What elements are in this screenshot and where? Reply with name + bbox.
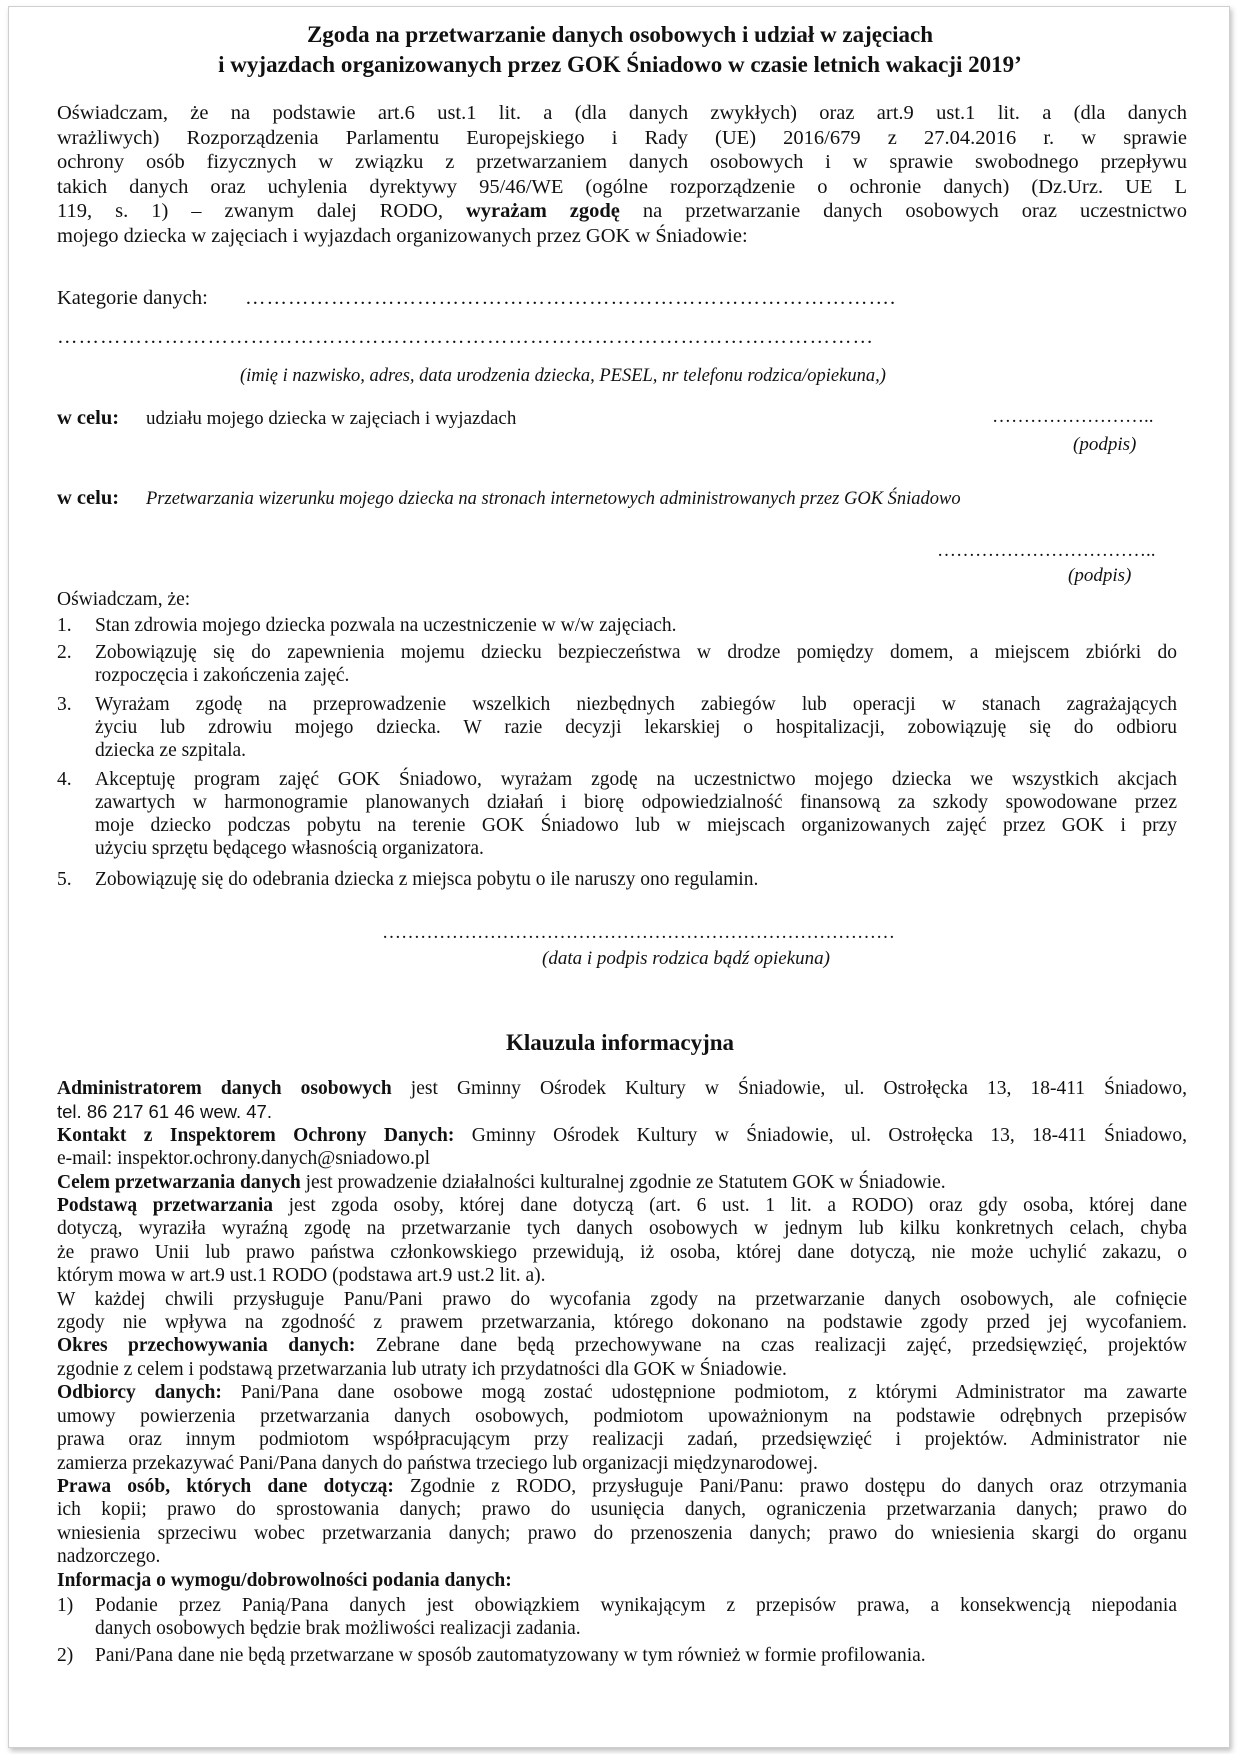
final-signature-line[interactable]: ………………………………………………………………………: [382, 922, 895, 943]
clause-line: prawa oraz innym podmiotom współpracującym przy realizacji zadań, przedsięwzięć i projektów. Administrator nie: [57, 1429, 1187, 1451]
clause-line: którym mowa w art.9 ust.1 RODO (podstawa art.9 ust.2 lit. a).: [57, 1265, 546, 1287]
intro-line: ochrony osób fizycznych w związku z przetwarzaniem danych osobowych i w sprawie swobodnego przepływu: [57, 151, 1187, 174]
clause-line: e-mail: inspektor.ochrony.danych@sniadowo.pl: [57, 1148, 431, 1170]
clause-line: Prawa osób, których dane dotyczą: Zgodnie z RODO, przysługuje Pani/Panu: prawo dostępu do danych oraz otrzymania: [57, 1475, 1187, 1497]
purpose1-text: udziału mojego dziecka w zajęciach i wyjazdach: [146, 408, 517, 429]
document-title-line1: Zgoda na przetwarzanie danych osobowych i udział w zajęciach: [306, 22, 934, 47]
list-item: 1. Stan zdrowia mojego dziecka pozwala na uczestniczenie w w/w zajęciach.: [57, 615, 677, 636]
clause-heading: Klauzula informacyjna: [505, 1030, 735, 1055]
consent-bold: wyrażam zgodę: [465, 200, 620, 223]
clause-line: zamierza przekazywać Pani/Pana danych do państwa trzeciego lub organizacji międzynarodowej.: [57, 1452, 818, 1474]
purpose1-label: w celu:: [57, 407, 120, 429]
list-item: 5. Zobowiązuję się do odebrania dziecka z miejsca pobytu o ile naruszy ono regulamin.: [57, 869, 759, 890]
clause-line: Informacja o wymogu/dobrowolności podania danych:: [57, 1569, 512, 1591]
document-title-line2: i wyjazdach organizowanych przez GOK Śniadowo w czasie letnich wakacji 2019’: [218, 52, 1022, 77]
purpose2-text: Przetwarzania wizerunku mojego dziecka na stronach internetowych administrowanych przez GOK Śniadowo: [146, 489, 961, 509]
clause-line: Administratorem danych osobowych jest Gminny Ośrodek Kultury w Śniadowie, ul. Ostrołęcka 13, 18-411 Śniadowo,: [57, 1078, 1187, 1099]
clause-line: nadzorczego.: [57, 1546, 161, 1568]
clause-line: ich kopii; prawo do sprostowania danych; prawo do usunięcia danych, ograniczenia przetwarzania danych; prawo do: [57, 1499, 1187, 1521]
categories-hint: (imię i nazwisko, adres, data urodzenia dziecka, PESEL, nr telefonu rodzica/opiekuna,): [240, 366, 886, 386]
clause-line: Odbiorcy danych: Pani/Pana dane osobowe mogą zostać udostępnione podmiotom, z którymi Administrator ma zawarte: [57, 1382, 1187, 1404]
clause-line: tel. 86 217 61 46 wew. 47.: [57, 1101, 272, 1123]
categories-label: Kategorie danych:: [57, 287, 208, 309]
clause-line: zgodnie z celem i podstawą przetwarzania lub utraty ich przydatności dla GOK w Śniadowie.: [57, 1358, 787, 1380]
clause-line: dotyczą, wyraziła wyraźną zgodę na przetwarzanie tych danych osobowych w jednym lub kilku konkretnych celach, chyba: [57, 1218, 1187, 1240]
clause-line: Kontakt z Inspektorem Ochrony Danych: Gminny Ośrodek Kultury w Śniadowie, ul. Ostrołęcka 13, 18-411 Śniadowo,: [57, 1124, 1187, 1146]
purpose2-signature-line[interactable]: ……………………………..: [937, 540, 1156, 561]
intro-line: mojego dziecka w zajęciach i wyjazdach organizowanych przez GOK w Śniadowie:: [57, 224, 748, 247]
list-item: 4. Akceptuję program zajęć GOK Śniadowo, wyrażam zgodę na uczestnictwo mojego dziecka we wszystkich akcjach zawartych w harmonogramie planowanych działań i biorę odpowiedzialność finansową za szkody spowodowane przez moje dziecko podczas pobytu na terenie GOK Śniadowo lub w miejscach organizowanych zajęć przez GOK i przy użyciu sprzętu będącego własnością organizatora.: [57, 769, 1177, 859]
list-item: 2. Zobowiązuję się do zapewnienia mojemu dziecku bezpieczeństwa w drodze pomiędzy domem, a miejscem zbiórki do rozpoczęcia i zakończenia zajęć.: [57, 642, 1177, 686]
purpose2-label: w celu:: [57, 487, 120, 509]
intro-line: Oświadczam, że na podstawie art.6 ust.1 lit. a (dla danych zwykłych) oraz art.9 ust.1 lit. a (dla danych: [57, 102, 1187, 124]
intro-paragraph: [57, 101, 1187, 249]
purpose1-signature-label: (podpis): [1073, 434, 1137, 455]
clause-line: W każdej chwili przysługuje Panu/Pani prawo do wycofania zgody na przetwarzanie danych osobowych, ale cofnięcie: [57, 1288, 1187, 1310]
clause-line: Celem przetwarzania danych jest prowadzenie działalności kulturalnej zgodnie ze Statutem GOK w Śniadowie.: [57, 1171, 946, 1193]
intro-line: wrażliwych) Rozporządzenia Parlamentu Europejskiego i Rady (UE) 2016/679 z 27.04.2016 r. w sprawie: [57, 126, 1187, 149]
clause-line: że prawo Unii lub prawo państwa członkowskiego przewidują, iż osoba, której dane dotyczą, nie może uchylić zakazu, o: [57, 1241, 1187, 1263]
clause-line: umowy powierzenia przetwarzania danych osobowych, podmiotom upoważnionym na podstawie odrębnych przepisów: [57, 1405, 1187, 1427]
list-item: 2) Pani/Pana dane nie będą przetwarzane w sposób zautomatyzowany w tym również w formie profilowania.: [57, 1645, 926, 1666]
purpose2-signature-label: (podpis): [1068, 565, 1132, 586]
declarations-heading: Oświadczam, że:: [57, 589, 191, 610]
clause-line: Podstawą przetwarzania jest zgoda osoby, której dane dotyczą (art. 6 ust. 1 lit. a RODO) oraz gdy osoba, której dane: [57, 1195, 1187, 1217]
categories-dots-line2[interactable]: ……………………………………………………………………………………………………: [57, 326, 874, 348]
intro-line: 119, s. 1) – zwanym dalej RODO, wyrażam zgodę na przetwarzanie danych osobowych oraz uczestnictwo: [57, 200, 1188, 223]
purpose1-signature-line[interactable]: ……………………..: [992, 406, 1154, 427]
clause-body: [57, 1077, 1187, 1592]
final-signature-label: (data i podpis rodzica bądź opiekuna): [542, 948, 830, 969]
intro-line: takich danych oraz uchylenia dyrektywy 95/46/WE (ogólne rozporządzenie o ochronie danych) (Dz.Urz. UE L: [57, 175, 1187, 198]
clause-line: wniesienia sprzeciwu wobec przetwarzania danych; prawo do przenoszenia danych; prawo do wniesienia skargi do organu: [57, 1522, 1187, 1544]
clause-line: Okres przechowywania danych: Zebrane dane będą przechowywane na czas realizacji zajęć, przedsięwzięć, projektów: [57, 1335, 1188, 1357]
clause-line: zgody nie wpływa na zgodność z prawem przetwarzania, którego dokonano na podstawie zgody przed jej wycofaniem.: [57, 1312, 1187, 1334]
list-item: 3. Wyrażam zgodę na przeprowadzenie wszelkich niezbędnych zabiegów lub operacji w stanach zagrażających życiu lub zdrowiu mojego dziecka. W razie decyzji lekarskiej o hospitalizacji, zobowiązuję się do odbioru dziecka ze szpitala.: [57, 694, 1177, 761]
categories-dots-line1[interactable]: ……………………………………………………………………………….: [245, 287, 897, 309]
list-item: 1) Podanie przez Panią/Pana danych jest obowiązkiem wynikającym z przepisów prawa, a konsekwencją niepodania danych osobowych będzie brak możliwości realizacji zadania.: [57, 1595, 1177, 1639]
